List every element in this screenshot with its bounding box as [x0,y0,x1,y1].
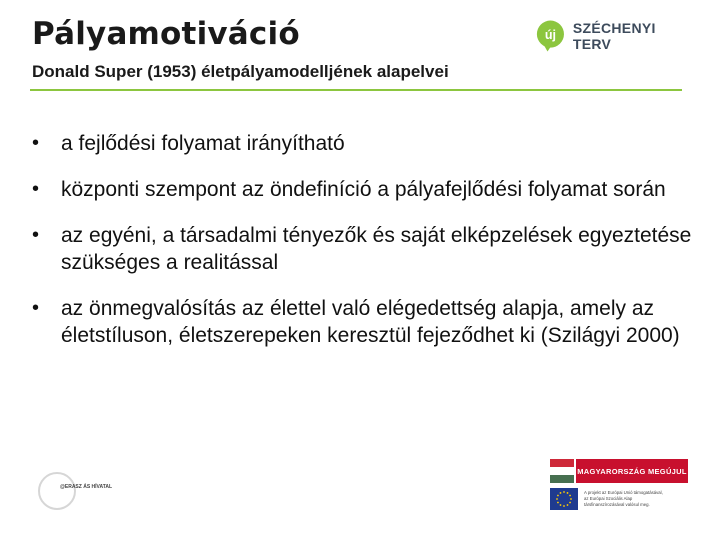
eu-star-icon [560,504,562,506]
bullet-marker: • [32,224,40,246]
footer-left-text: @ERASZ ÁS HÍVATAL [60,484,113,490]
slide-subtitle: Donald Super (1953) életpályamodelljének alapelvei [32,62,449,81]
logo-mark-text: új [544,27,557,42]
eu-star-icon [563,505,565,507]
bullet-text: központi szempont az öndefiníció a pályafejlődési folyamat során [61,178,666,201]
eu-star-icon [567,492,569,494]
magyarorszag-megujul-banner [550,459,688,483]
eu-star-icon [567,504,569,506]
bullet-item [32,130,692,157]
eu-star-icon [557,502,559,504]
eu-star-icon [569,495,571,497]
eu-support-text: A projekt az Európai Unió támogatásával, az Európai Szociális Alap társfinanszírozásával valósul meg. [584,490,663,507]
bullet-marker: • [32,297,40,319]
bullet-text: az önmegvalósítás az élettel való elégedettség alapja, amely az életstíluson, életszerepeken keresztül fejeződhet ki (Szilágyi 2000) [61,297,680,347]
eu-star-icon [557,495,559,497]
eu-star-icon [569,502,571,504]
eu-star-icon [556,498,558,500]
bullet-item [32,295,692,349]
eu-flag-icon [550,488,578,510]
bullet-item [32,176,692,203]
circle-logo-icon [38,472,76,510]
slide-title: Pályamotiváció [32,16,300,52]
title-divider [30,89,682,91]
eu-star-icon [563,491,565,493]
logo-text: SZÉCHENYI TERV [572,20,656,52]
eu-star-icon [560,492,562,494]
szechenyi-logo-icon [534,19,567,53]
eu-star-icon [570,498,572,500]
hu-banner-label: MAGYARORSZÁG MEGÚJUL [576,459,688,483]
bullet-marker: • [32,178,40,200]
bullet-item [32,222,692,276]
footer-left-logo [38,470,118,510]
hungarian-flag-icon [550,459,574,483]
bullet-marker: • [32,132,40,154]
eu-support-block [550,488,690,512]
szechenyi-terv-logo [534,18,694,54]
bullet-list [32,130,692,368]
bullet-text: a fejlődési folyamat irányítható [61,132,345,155]
bullet-text: az egyéni, a társadalmi tényezők és saját elképzelések egyeztetése szükséges a realitással [61,224,692,274]
